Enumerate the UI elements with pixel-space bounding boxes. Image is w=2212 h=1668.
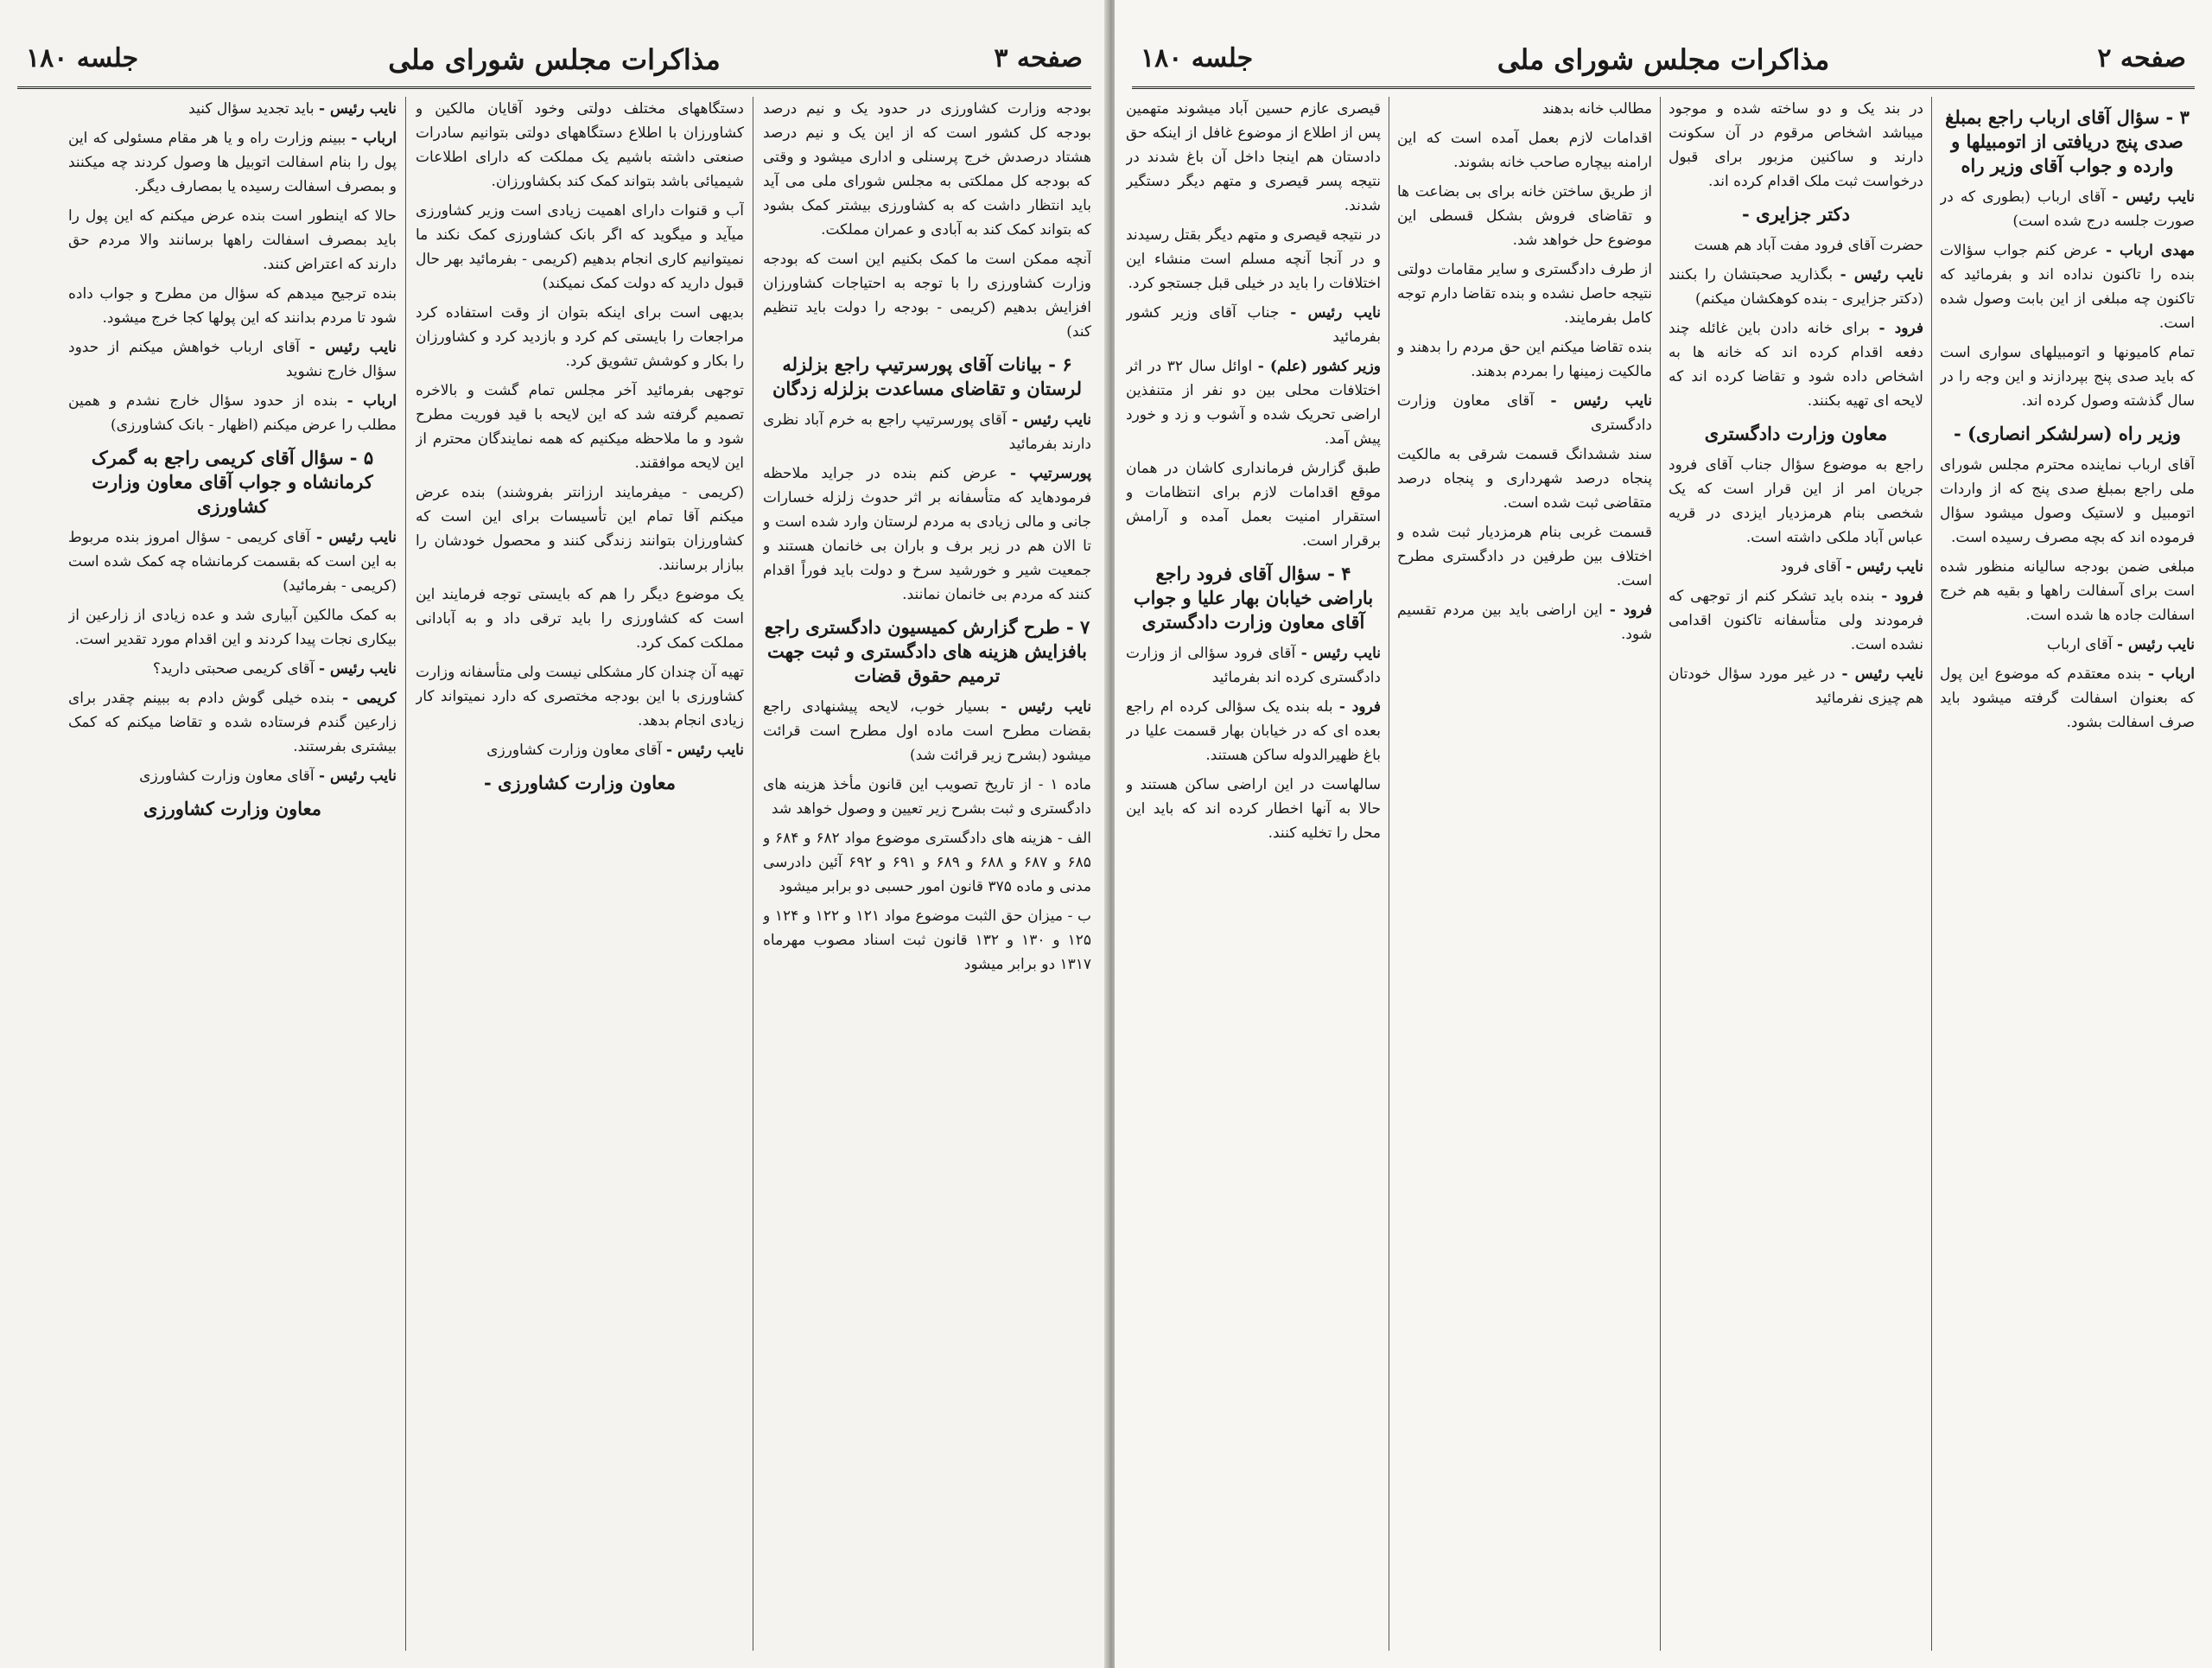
paragraph-text: توجهی بفرمائید آخر مجلس تمام گشت و بالاخره تصمیم گرفته شد که این لایحه با قید فوریت مطرح شود و ما ملاحظه میکنیم که همه نمایندگان محترم از این لایحه موافقند. <box>416 382 744 472</box>
speaker-name: فرود - <box>1609 602 1652 619</box>
paragraph-text: بنده ترجیح میدهم که سؤال من مطرح و جواب داده شود تا مردم بدانند که این پولها کجا خرج میشود. <box>68 285 397 327</box>
paragraph <box>1397 520 1652 593</box>
paragraph <box>68 686 397 759</box>
speaker-name: نایب رئیس - <box>2117 636 2195 653</box>
speaker-name: نایب رئیس - <box>666 742 744 759</box>
paragraph-text: بنده باید تشکر کنم از توجهی که فرمودند ولی متأسفانه تاکنون اقدامی نشده است. <box>1669 588 1923 653</box>
paragraph <box>1397 335 1652 384</box>
speaker-name: نایب رئیس - <box>308 339 397 356</box>
paragraph-text: آقای فرود <box>1780 558 1841 576</box>
paragraph-text: جناب آقای وزیر کشور بفرمائید <box>1126 304 1381 346</box>
paragraph-text: حضرت آقای فرود مفت آباد هم هست <box>1694 237 1923 254</box>
paragraph-text: دستگاههای مختلف دولتی وخود آقایان مالکین و کشاورزان با اطلاع دستگاههای دولتی بتوانیم سادرات صنعتی داشته باشیم یک مملکت که دارای اطلاعات شیمیائی باشد بتواند کمک کند بکشاورزان. <box>416 100 744 190</box>
paragraph <box>1669 453 1923 550</box>
publication-title: مذاکرات مجلس شورای ملی <box>388 43 721 76</box>
speaker-name: نایب رئیس - <box>319 660 397 678</box>
speaker-name: نایب رئیس - <box>1000 698 1091 716</box>
speaker-name: نایب رئیس - <box>1841 665 1923 683</box>
speaker-name: فرود - <box>1338 698 1381 716</box>
section-heading: معاون وزارت دادگستری <box>1704 423 1888 444</box>
paragraph-text: بودجه وزارت کشاورزی در حدود یک و نیم درصد بودجه کل کشور است که از این یک و نیم درصد هشتاد درصدش خرج پرسنلی و اداری میشود و وقتی که بودجه کل مملکتی به مجلس شورای ملی می آید باید انتظار داشت که به کشاورزی بیشتر کمک بشود که بتواند کمک کند به آبادی و عمران مملکت. <box>763 100 1091 239</box>
session-number: جلسه ۱۸۰ <box>1141 43 1254 73</box>
paragraph-text: عرض کنم بنده در جراید ملاحظه فرمودهاید که متأسفانه بر اثر حدوث زلزله خسارات جانی و مالی زیادی به مردم لرستان وارد شده است و تا الان هم در زیر برف و باران بی خانمان هستند و جمعیت شیر و خورشید سرخ و دولت باید فوراً اقدام کنند که مردم بی خانمان نمانند. <box>763 465 1091 603</box>
paragraph <box>1669 316 1923 413</box>
paragraph <box>1397 97 1652 121</box>
speaker-name: نایب رئیس - <box>2112 188 2195 206</box>
paragraph <box>68 204 397 277</box>
paragraph <box>1669 97 1923 194</box>
speaker-name: نایب رئیس - <box>1012 411 1091 429</box>
paragraph-text: اوائل سال ۳۲ در اثر اختلافات محلی بین دو نفر از متنفذین اراضی تحریک شده و آشوب و زد و خورد پیش آمد. <box>1126 358 1381 448</box>
paragraph-text: بسیار خوب، لایحه پیشنهادی راجع بقضات مطرح است ماده اول مطرح است قرائت میشود (بشرح زیر قرائت شد) <box>763 698 1091 764</box>
paragraph <box>68 764 397 788</box>
paragraph <box>1940 453 2195 550</box>
speaker-name: نایب رئیس - <box>1290 304 1381 322</box>
column-rule <box>1660 97 1661 1651</box>
publication-title: مذاکرات مجلس شورای ملی <box>1497 43 1830 76</box>
section-heading: ۶ - بیانات آقای پورسرتیپ راجع بزلزله لرستان و تقاضای مساعدت بزلزله زدگان <box>772 353 1083 399</box>
paragraph <box>1126 97 1381 218</box>
section-heading: وزیر راه (سرلشکر انصاری) - <box>1954 423 2181 444</box>
paragraph <box>1126 695 1381 767</box>
article-column <box>416 97 744 1651</box>
article-column <box>763 97 1091 1651</box>
paragraph-text: برای خانه دادن باین غائله چند دفعه اقدام کرده اند که خانه ها به اشخاص داده شود و تقاضا کرده اند که لایحه ای تهیه بکنند. <box>1669 320 1923 410</box>
paragraph <box>1669 662 1923 710</box>
paragraph <box>68 97 397 121</box>
paragraph <box>763 247 1091 344</box>
speaker-name: نایب رئیس - <box>315 529 397 546</box>
paragraph <box>1669 233 1923 258</box>
page-number: صفحه ۳ <box>994 43 1083 73</box>
paragraph-text: آقای کریمی - سؤال امروز بنده مربوط به این است که بقسمت کرمانشاه چه کمک شده است (کریمی - بفرمائید) <box>68 529 397 595</box>
paragraph-text: بگذارید صحبتشان را بکنند (دکتر جزایری - بنده کوهکشان میکنم) <box>1669 266 1923 308</box>
speaker-name: نایب رئیس - <box>1550 392 1652 410</box>
paragraph-text: حالا که اینطور است بنده عرض میکنم که این پول را باید بمصرف اسفالت راهها برسانند والا مردم حق دارند که اعتراض کنند. <box>68 207 397 273</box>
paragraph <box>68 126 397 199</box>
paragraph-text: آقای معاون وزارت کشاورزی <box>486 742 662 759</box>
paragraph-text: از طریق ساختن خانه برای بی بضاعت ها و تقاضای فروش بشکل قسطی این موضوع حل خواهد شد. <box>1397 183 1652 249</box>
paragraph <box>1126 301 1381 349</box>
paragraph-text: آب و قنوات دارای اهمیت زیادی است وزیر کشاورزی میآید و میگوید که اگر بانک کشاورزی کمک نکند ما نمیتوانیم کاری انجام بدهیم (کریمی - بفرمائید بهر حال قبول دارید که دولت کمک نمیکند) <box>416 202 744 292</box>
speaker-name: پورسرتیپ - <box>1010 465 1091 482</box>
paragraph-text: آقای ارباب <box>2047 636 2113 653</box>
speaker-name: نایب رئیس - <box>319 100 397 118</box>
paragraph-text: آقای ارباب خواهش میکنم از حدود سؤال خارج نشوید <box>68 339 397 380</box>
paragraph-text: مطالب خانه بدهند <box>1541 100 1652 118</box>
paragraph <box>1126 773 1381 845</box>
paragraph <box>763 826 1091 899</box>
section-heading: دکتر جزایری - <box>1742 203 1850 225</box>
paragraph <box>1397 126 1652 175</box>
paragraph <box>1397 442 1652 515</box>
section-heading: ۷ - طرح گزارش کمیسیون دادگستری راجع بافزایش هزینه های دادگستری و ثبت جهت ترمیم حقوق قضات <box>764 616 1090 686</box>
section-heading: ۳ - سؤال آقای ارباب راجع بمبلغ صدی پنج دریافتی از اتومبیلها و وارده و جواب آقای وزیر راه <box>1945 106 2190 176</box>
paragraph <box>68 335 397 384</box>
paragraph <box>416 660 744 733</box>
paragraph <box>763 97 1091 242</box>
paragraph <box>1397 258 1652 330</box>
paragraph-text: بنده از حدود سؤال خارج نشدم و همین مطلب را عرض میکنم (اظهار - بانک کشاورزی) <box>68 392 397 434</box>
paragraph <box>68 282 397 330</box>
paragraph-text: در غیر مورد سؤال خودتان هم چیزی نفرمائید <box>1669 665 1923 707</box>
paragraph <box>763 408 1091 456</box>
paragraph <box>416 97 744 194</box>
paragraph <box>1126 223 1381 296</box>
paragraph-text: طبق گزارش فرمانداری کاشان در همان موقع اقدامات لازم برای انتظامات و استقرار امنیت بعمل آمده و آرامش برقرار است. <box>1126 460 1381 550</box>
section-heading: معاون وزارت کشاورزی - <box>483 772 676 793</box>
paragraph <box>416 199 744 296</box>
paragraph <box>416 738 744 762</box>
paragraph <box>1126 456 1381 553</box>
speaker-name: ارباب - <box>2147 665 2195 683</box>
speaker-name: نایب رئیس - <box>1840 266 1923 283</box>
paragraph <box>1126 641 1381 690</box>
paragraph-text: آقای معاون وزارت دادگستری <box>1397 392 1652 434</box>
paragraph-text: آنچه ممکن است ما کمک بکنیم این است که بودجه وزارت کشاورزی را با توجه به احتیاجات کشاورزان افزایش بدهیم (کریمی - بودجه را دولت باید تنظیم کند) <box>763 251 1091 341</box>
article-column <box>1669 97 1923 1651</box>
article-column <box>68 97 397 1651</box>
paragraph <box>1669 584 1923 657</box>
speaker-name: کریمی - <box>342 690 397 707</box>
paragraph-text: مبلغی ضمن بودجه سالیانه منظور شده است برای آسفالت راهها و بقیه هم خرج اسفالت جاده ها شده است. <box>1940 558 2195 624</box>
speaker-name: ارباب - <box>351 130 397 147</box>
paragraph <box>763 462 1091 607</box>
paragraph-text: این اراضی باید بین مردم تقسیم شود. <box>1397 602 1652 643</box>
paragraph <box>1669 263 1923 311</box>
paragraph-text: اقدامات لازم بعمل آمده است که این ارامنه بیچاره صاحب خانه بشوند. <box>1397 130 1652 171</box>
paragraph-text: قیصری عازم حسین آباد میشوند متهمین پس از اطلاع از موضوع غافل از اینکه حق دادستان هم اینجا داخل آن باغ شدند در نتیجه پسر قیصری و متهم دیگر دستگیر شدند. <box>1126 100 1381 214</box>
paragraph-text: بنده خیلی گوش دادم به ببینم چقدر برای زارعین گندم فرستاده شده و تقاضا میکنم که کمک بیشتری بفرستند. <box>68 690 397 755</box>
right-page <box>1115 0 2212 1668</box>
speaker-name: نایب رئیس - <box>319 767 397 785</box>
paragraph <box>416 481 744 577</box>
paragraph-text: بدیهی است برای اینکه بتوان از وقت استفاده کرد مراجعات را بایستی کم کرد و بازدید کرد و کشاورزان را بکار و کوشش تشویق کرد. <box>416 304 744 370</box>
paragraph-text: باید تجدید سؤال کنید <box>188 100 315 118</box>
page-number: صفحه ۲ <box>2097 43 2186 73</box>
paragraph <box>416 301 744 373</box>
paragraph-text: بنده معتقدم که موضوع این پول که بعنوان اسفالت گرفته میشود باید صرف اسفالت بشود. <box>1940 665 2195 731</box>
paragraph <box>763 904 1091 977</box>
paragraph <box>1940 341 2195 413</box>
paragraph-text: قسمت غربی بنام هرمزدیار ثبت شده و اختلاف بین طرفین در دادگستری مطرح است. <box>1397 524 1652 589</box>
paragraph <box>416 583 744 655</box>
paragraph-text: (کریمی - میفرمایند ارزانتر بفروشند) بنده عرض میکنم آقا تمام این تأسیسات برای این است که کشاورزان بتوانند زندگی کنند و محصول خودشان را ببازار برسانند. <box>416 484 744 574</box>
paragraph-text: تمام کامیونها و اتومبیلهای سواری است که باید صدی پنج بپردازند و این وجه را در سال گذشته وصول کرده اند. <box>1940 344 2195 410</box>
paragraph-text: آقای فرود سؤالی از وزارت دادگستری کرده اند بفرمائید <box>1126 645 1381 686</box>
paragraph-text: یک موضوع دیگر را هم که بایستی توجه فرمایند این است که کشاورزی را باید ترقی داد و به آبادانی مملکت کمک کرد. <box>416 586 744 652</box>
paragraph <box>68 389 397 437</box>
paragraph <box>763 773 1091 821</box>
paragraph <box>1669 555 1923 579</box>
paragraph-text: ب - میزان حق الثبت موضوع مواد ۱۲۱ و ۱۲۲ و ۱۲۴ و ۱۲۵ و ۱۳۰ و ۱۳۲ قانون ثبت اسناد مصوب مهرماه ۱۳۱۷ دو برابر میشود <box>763 907 1091 973</box>
right-page-header <box>1132 38 2195 89</box>
paragraph <box>1940 633 2195 657</box>
paragraph-text: آقای معاون وزارت کشاورزی <box>139 767 315 785</box>
speaker-name: ارباب - <box>346 392 397 410</box>
left-page-columns <box>17 97 1091 1651</box>
paragraph <box>1940 239 2195 335</box>
paragraph <box>1940 662 2195 735</box>
speaker-name: فرود - <box>1881 588 1923 605</box>
speaker-name: نایب رئیس - <box>1300 645 1381 662</box>
paragraph-text: ماده ۱ - از تاریخ تصویب این قانون مأخذ هزینه های دادگستری و ثبت بشرح زیر تعیین و وصول خواهد شد <box>763 776 1091 818</box>
paragraph-text: بنده تقاضا میکنم این حق مردم را بدهند و مالکیت زمینها را بمردم بدهند. <box>1397 339 1652 380</box>
paragraph-text: سالهاست در این اراضی ساکن هستند و حالا به آنها اخطار کرده اند که باید این محل را تخلیه کنند. <box>1126 776 1381 842</box>
paragraph-text: در نتیجه قیصری و متهم دیگر بقتل رسیدند و در آنجا آنچه مسلم است منشاء این اختلافات را باید در خیلی قبل جستجو کرد. <box>1126 226 1381 292</box>
paragraph <box>1940 555 2195 627</box>
paragraph <box>1126 354 1381 451</box>
paragraph-text: عرض کنم جواب سؤالات بنده را تاکنون نداده اند و بفرمائید که تاکنون چه مبلغی از این بابت وصول شده است. <box>1940 242 2195 332</box>
column-rule <box>1931 97 1932 1651</box>
paragraph <box>416 379 744 475</box>
paragraph <box>1397 598 1652 646</box>
paragraph <box>1940 185 2195 233</box>
paragraph-text: از طرف دادگستری و سایر مقامات دولتی نتیجه حاصل نشده و بنده تقاضا دارم توجه کامل بفرمایند. <box>1397 261 1652 327</box>
paragraph-text: راجع به موضوع سؤال جناب آقای فرود جریان امر از این قرار است که یک شخصی بنام هرمزدیار ایزدی در قریه عباس آباد ملکی داشته است. <box>1669 456 1923 546</box>
paragraph-text: آقای ارباب نماینده محترم مجلس شورای ملی راجع بمبلغ صدی پنج که از واردات اتومبیل و لاستیک وصول میشود سؤال فرموده اند که بچه مصرف رسیده است. <box>1940 456 2195 546</box>
speaker-name: فرود - <box>1878 320 1923 337</box>
paragraph <box>763 695 1091 767</box>
column-rule <box>405 97 406 1651</box>
paragraph-text: بله بنده یک سؤالی کرده ام راجع بعده ای که در خیابان بهار قسمت علیا در باغ ظهیرالدوله ساکن هستند. <box>1126 698 1381 764</box>
speaker-name: وزیر کشور (علم) - <box>1257 358 1381 375</box>
speaker-name: نایب رئیس - <box>1846 558 1923 576</box>
right-page-columns <box>1126 97 2195 1651</box>
paragraph <box>68 525 397 598</box>
session-number: جلسه ۱۸۰ <box>26 43 139 73</box>
paragraph <box>68 657 397 681</box>
paragraph <box>1397 389 1652 437</box>
paragraph-text: آقای ارباب (بطوری که در صورت جلسه درج شده است) <box>1940 188 2195 230</box>
speaker-name: مهدی ارباب - <box>2105 242 2195 259</box>
section-heading: ۴ - سؤال آقای فرود راجع باراضی خیابان بهار علیا و جواب آقای معاون وزارت دادگستری <box>1133 563 1374 633</box>
section-heading: ۵ - سؤال آقای کریمی راجع به گمرک کرمانشاه و جواب آقای معاون وزارت کشاورزی <box>91 447 374 517</box>
paragraph-text: الف - هزینه های دادگستری موضوع مواد ۶۸۲ و ۶۸۴ و ۶۸۵ و ۶۸۷ و ۶۸۸ و ۶۸۹ و ۶۹۱ و ۶۹۲ آئین دادرسی مدنی و ماده ۳۷۵ قانون امور حسبی دو برابر میشود <box>763 830 1091 895</box>
paragraph <box>1397 180 1652 252</box>
paragraph-text: تهیه آن چندان کار مشکلی نیست ولی متأسفانه وزارت کشاورزی با این بودجه مختصری که دارد نمیتواند کار زیادی انجام بدهد. <box>416 664 744 729</box>
article-column <box>1126 97 1381 1651</box>
paragraph-text: سند ششدانگ قسمت شرقی به مالکیت پنجاه درصد شهرداری و پنجاه درصد متقاضی ثبت شده است. <box>1397 446 1652 512</box>
left-page-header <box>17 38 1091 89</box>
paragraph-text: به کمک مالکین آبیاری شد و عده زیادی از زارعین از بیکاری نجات پیدا کردند و این اقدام مورد تقدیر است. <box>68 607 397 648</box>
article-column <box>1940 97 2195 1651</box>
paragraph <box>68 603 397 652</box>
paragraph-text: ببینم وزارت راه و یا هر مقام مسئولی که این پول را بنام اسفالت اتوبیل ها وصول کردند چه میکنند و بمصرف اسفالت رسیده یا بمصارف دیگر. <box>68 130 397 195</box>
paragraph-text: آقای پورسرتیپ راجع به خرم آباد نظری دارند بفرمائید <box>763 411 1091 453</box>
article-column <box>1397 97 1652 1651</box>
section-heading: معاون وزارت کشاورزی <box>143 798 321 819</box>
paragraph-text: در بند یک و دو ساخته شده و موجود میباشد اشخاص مرقوم در آن سکونت دارند و ساکنین مزبور برای قبول درخواست ثبت ملک اقدام کرده اند. <box>1669 100 1923 190</box>
paragraph-text: آقای کریمی صحبتی دارید؟ <box>152 660 315 678</box>
